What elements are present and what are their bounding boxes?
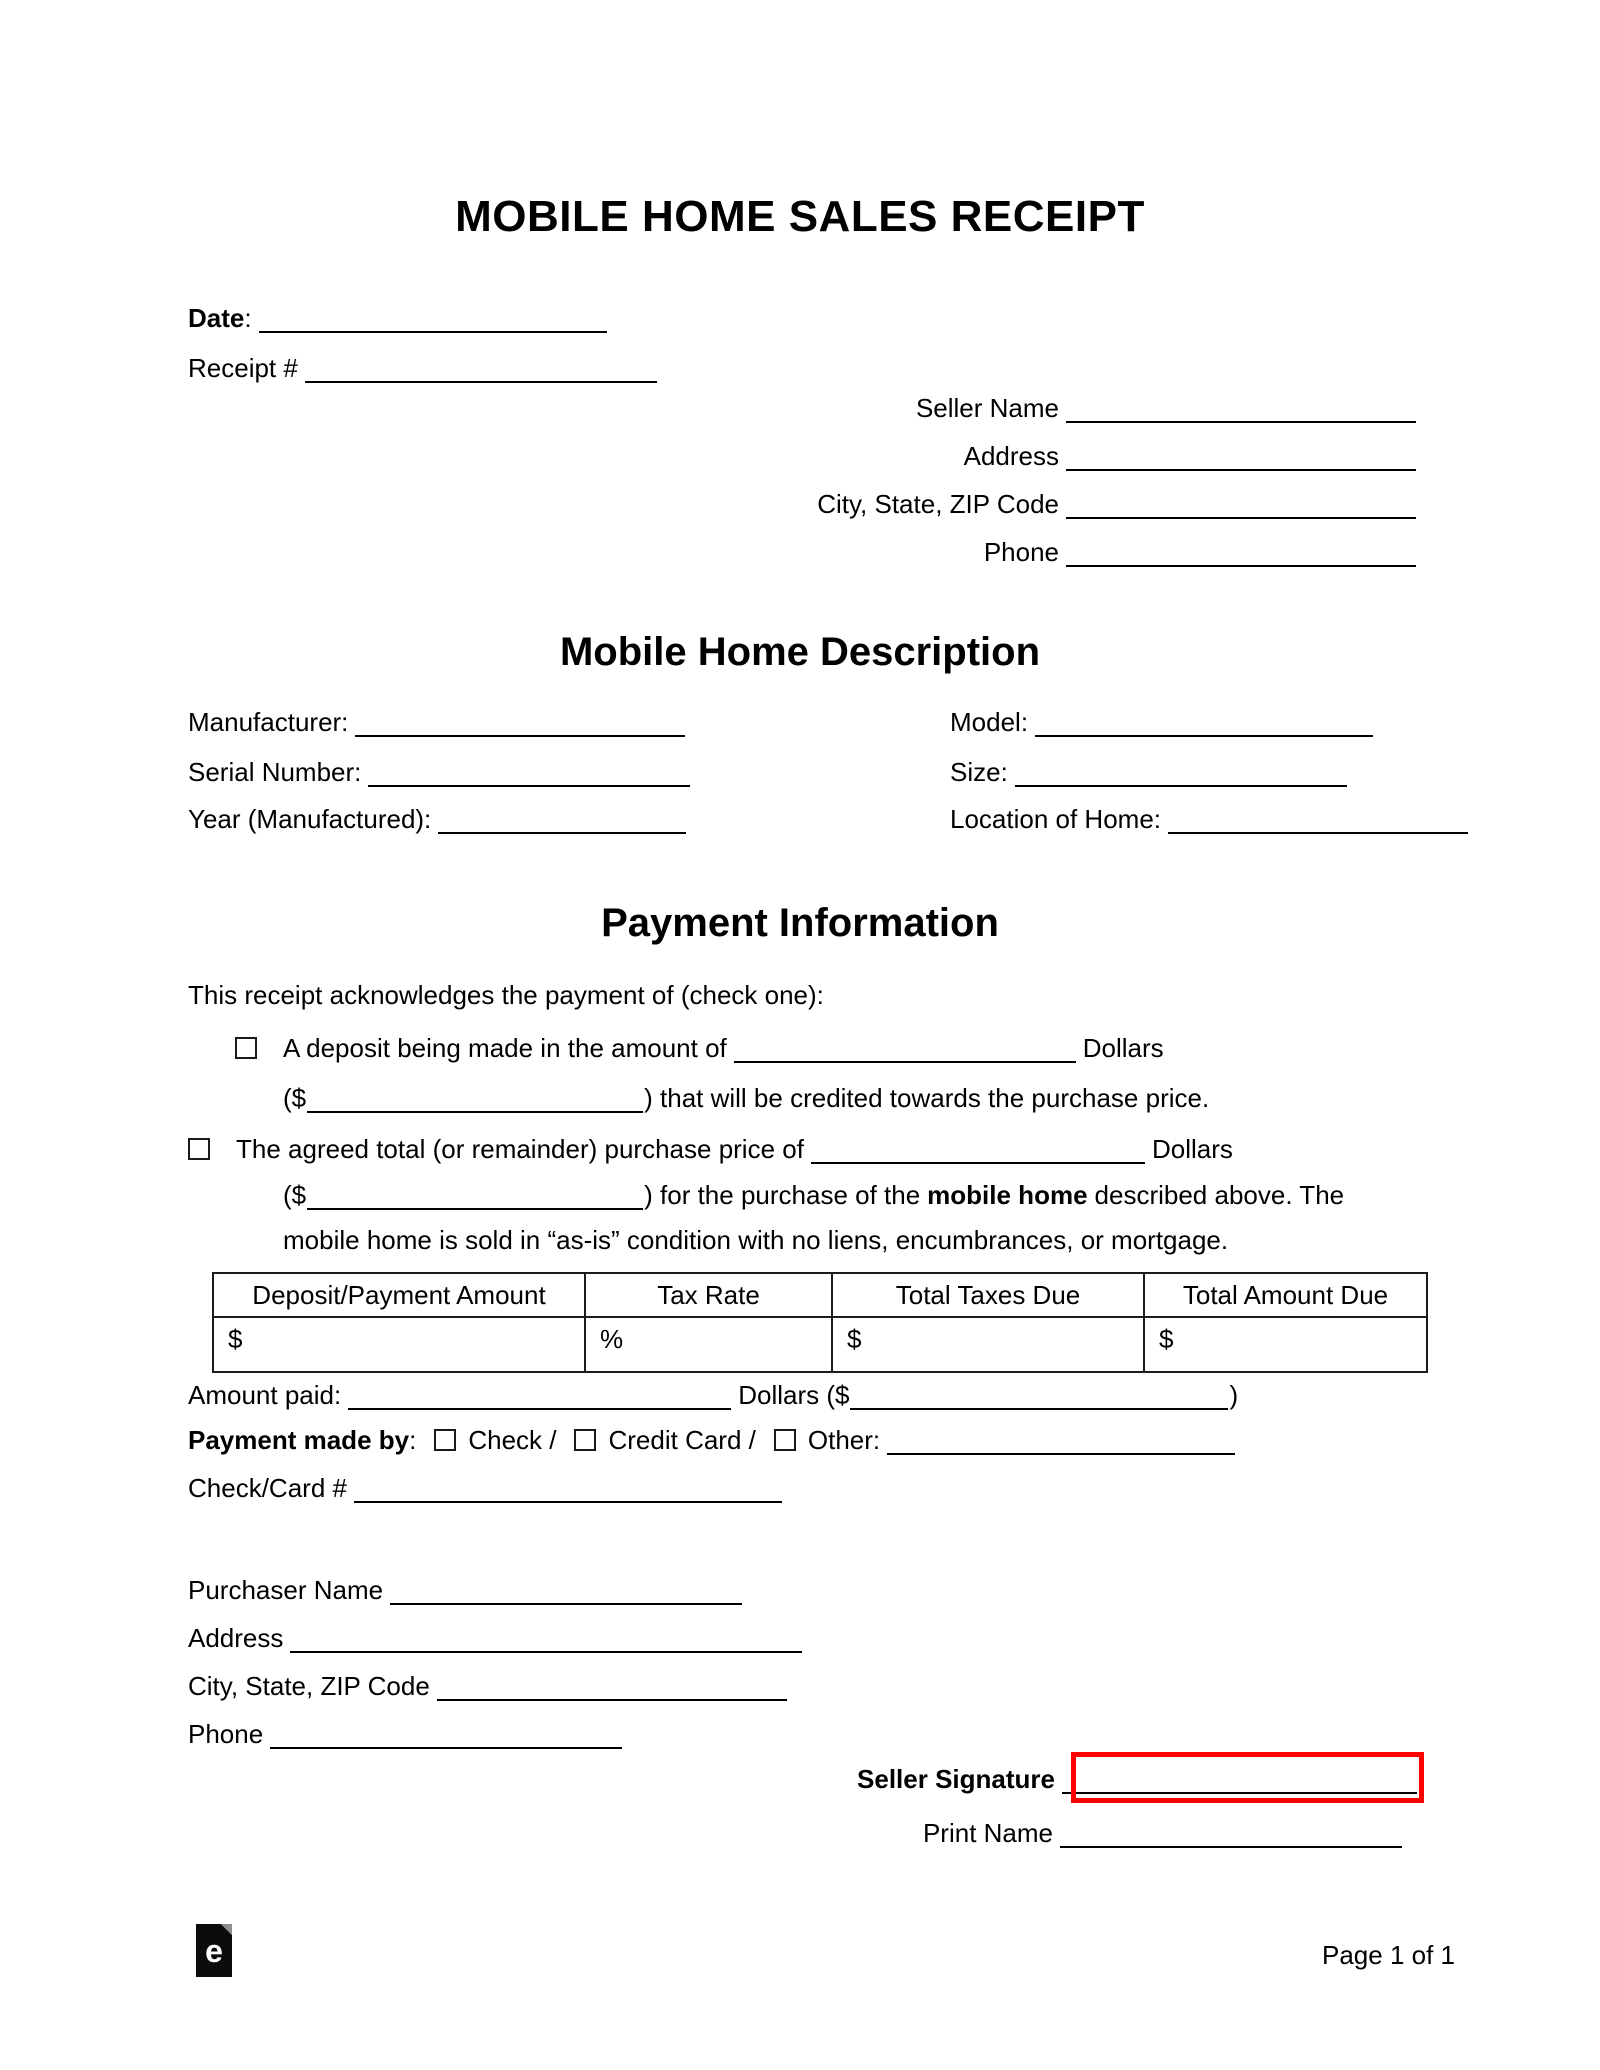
purchaser-name-blank[interactable]: [390, 1577, 742, 1605]
deposit-amount-numeric-blank[interactable]: [307, 1085, 643, 1113]
date-colon: :: [244, 303, 252, 333]
receipt-number-label: Receipt #: [188, 353, 298, 383]
deposit-option-text: A deposit being made in the amount of: [283, 1033, 727, 1063]
seller-name-blank[interactable]: [1066, 395, 1416, 423]
deposit-payment-amount-cell[interactable]: $: [213, 1317, 585, 1372]
total-option-line3: mobile home is sold in “as-is” condition with no liens, encumbrances, or mortgage.: [283, 1225, 1229, 1255]
header-total-taxes-due: Total Taxes Due: [832, 1273, 1144, 1317]
seller-address-line: [964, 439, 1423, 473]
check-card-number-blank[interactable]: [354, 1475, 782, 1503]
deposit-option-line2: [283, 1081, 1209, 1115]
amount-paid-label: Amount paid:: [188, 1380, 342, 1410]
payment-made-by-line: [188, 1423, 1242, 1457]
total-price-numeric-blank[interactable]: [307, 1182, 643, 1210]
check-label: Check /: [468, 1425, 557, 1455]
total-price-words-blank[interactable]: [811, 1136, 1145, 1164]
header-deposit-payment-amount: Deposit/Payment Amount: [213, 1273, 585, 1317]
purchaser-phone-blank[interactable]: [270, 1721, 622, 1749]
year-location-row: [188, 802, 1423, 836]
receipt-number-line: [188, 351, 664, 385]
purchaser-name-line: [188, 1573, 749, 1607]
deposit-option-text2: ) that will be credited towards the purchase price.: [644, 1083, 1210, 1113]
purchaser-phone-label: Phone: [188, 1719, 264, 1749]
payment-made-by-label: Payment made by: [188, 1425, 410, 1455]
date-blank[interactable]: [259, 305, 607, 333]
eforms-logo-letter: e: [205, 1933, 223, 1969]
purchaser-address-label: Address: [188, 1623, 284, 1653]
seller-city-state-zip-line: [817, 487, 1423, 521]
size-label: Size:: [950, 757, 1008, 787]
year-manufactured-label: Year (Manufactured):: [188, 804, 432, 834]
print-name-line: [923, 1816, 1409, 1850]
purchaser-name-label: Purchaser Name: [188, 1575, 384, 1605]
payment-table-value-row: [213, 1317, 1427, 1372]
seller-name-label: Seller Name: [915, 393, 1059, 423]
purchaser-city-state-zip-label: City, State, ZIP Code: [188, 1671, 430, 1701]
model-blank[interactable]: [1035, 709, 1373, 737]
seller-city-state-zip-blank[interactable]: [1066, 491, 1416, 519]
date-line: [188, 301, 614, 335]
eforms-logo: [196, 1924, 232, 1977]
serial-number-blank[interactable]: [368, 759, 690, 787]
check-card-number-line: [188, 1471, 789, 1505]
amount-paid-numeric-blank[interactable]: [850, 1382, 1228, 1410]
total-option-text: The agreed total (or remainder) purchase price of: [236, 1134, 804, 1164]
deposit-option-checkbox[interactable]: [235, 1037, 257, 1059]
purchaser-city-state-zip-blank[interactable]: [437, 1673, 787, 1701]
seller-city-state-zip-label: City, State, ZIP Code: [817, 489, 1059, 519]
location-of-home-blank[interactable]: [1168, 806, 1468, 834]
payment-made-by-colon: :: [409, 1425, 417, 1455]
print-name-blank[interactable]: [1060, 1820, 1402, 1848]
total-taxes-due-cell[interactable]: $: [832, 1317, 1144, 1372]
manufacturer-model-row: [188, 705, 1423, 739]
model-label: Model:: [950, 707, 1029, 737]
amount-paid-paren-close: ): [1229, 1380, 1239, 1410]
deposit-option-line1: [235, 1031, 1164, 1065]
check-checkbox[interactable]: [434, 1429, 456, 1451]
seller-phone-line: [984, 535, 1423, 569]
page-indicator: Page 1 of 1: [1322, 1940, 1455, 1970]
payment-table-header-row: [213, 1273, 1427, 1317]
page-title: MOBILE HOME SALES RECEIPT: [455, 192, 1145, 241]
deposit-dollars-label: Dollars: [1082, 1033, 1164, 1063]
serial-number-label: Serial Number:: [188, 757, 362, 787]
credit-card-checkbox[interactable]: [574, 1429, 596, 1451]
manufacturer-blank[interactable]: [355, 709, 685, 737]
manufacturer-label: Manufacturer:: [188, 707, 349, 737]
receipt-number-blank[interactable]: [305, 355, 657, 383]
payment-table: [212, 1272, 1428, 1373]
home-description-heading: Mobile Home Description: [559, 630, 1041, 674]
purchaser-address-line: [188, 1621, 809, 1655]
total-option-line2: [283, 1178, 1344, 1212]
print-name-label: Print Name: [922, 1818, 1053, 1848]
other-label: Other:: [807, 1425, 881, 1455]
purchaser-phone-line: [188, 1717, 629, 1751]
payment-information-heading: Payment Information: [601, 901, 999, 945]
seller-address-label: Address: [963, 441, 1059, 471]
date-label: Date: [188, 303, 245, 333]
amount-paid-line: [188, 1378, 1238, 1412]
payment-intro: This receipt acknowledges the payment of (check one):: [188, 980, 824, 1010]
total-paren-open: ($: [283, 1180, 307, 1210]
amount-paid-dollars-paren: Dollars ($: [738, 1380, 850, 1410]
header-total-amount-due: Total Amount Due: [1144, 1273, 1427, 1317]
deposit-paren-open: ($: [283, 1083, 307, 1113]
seller-name-line: [916, 391, 1423, 425]
size-blank[interactable]: [1015, 759, 1347, 787]
total-dollars-label: Dollars: [1151, 1134, 1233, 1164]
seller-signature-field-highlight[interactable]: [1071, 1752, 1424, 1803]
header-tax-rate: Tax Rate: [585, 1273, 832, 1317]
serial-size-row: [188, 755, 1423, 789]
seller-phone-blank[interactable]: [1066, 539, 1416, 567]
total-option-text2a: ) for the purchase of the: [644, 1180, 921, 1210]
other-checkbox[interactable]: [774, 1429, 796, 1451]
seller-signature-label: Seller Signature: [857, 1764, 1055, 1794]
amount-paid-words-blank[interactable]: [348, 1382, 731, 1410]
credit-card-label: Credit Card /: [608, 1425, 756, 1455]
tax-rate-cell[interactable]: %: [585, 1317, 832, 1372]
seller-address-blank[interactable]: [1066, 443, 1416, 471]
other-blank[interactable]: [887, 1427, 1235, 1455]
total-option-checkbox[interactable]: [188, 1138, 210, 1160]
mobile-home-bold-text: mobile home: [927, 1180, 1088, 1210]
total-option-text2b: described above. The: [1094, 1180, 1345, 1210]
total-amount-due-cell[interactable]: $: [1144, 1317, 1427, 1372]
deposit-amount-words-blank[interactable]: [734, 1035, 1076, 1063]
year-manufactured-blank[interactable]: [438, 806, 686, 834]
location-of-home-label: Location of Home:: [950, 804, 1162, 834]
purchaser-address-blank[interactable]: [290, 1625, 802, 1653]
purchaser-city-state-zip-line: [188, 1669, 794, 1703]
seller-phone-label: Phone: [983, 537, 1059, 567]
total-option-line1: [188, 1132, 1233, 1166]
check-card-number-label: Check/Card #: [188, 1473, 347, 1503]
